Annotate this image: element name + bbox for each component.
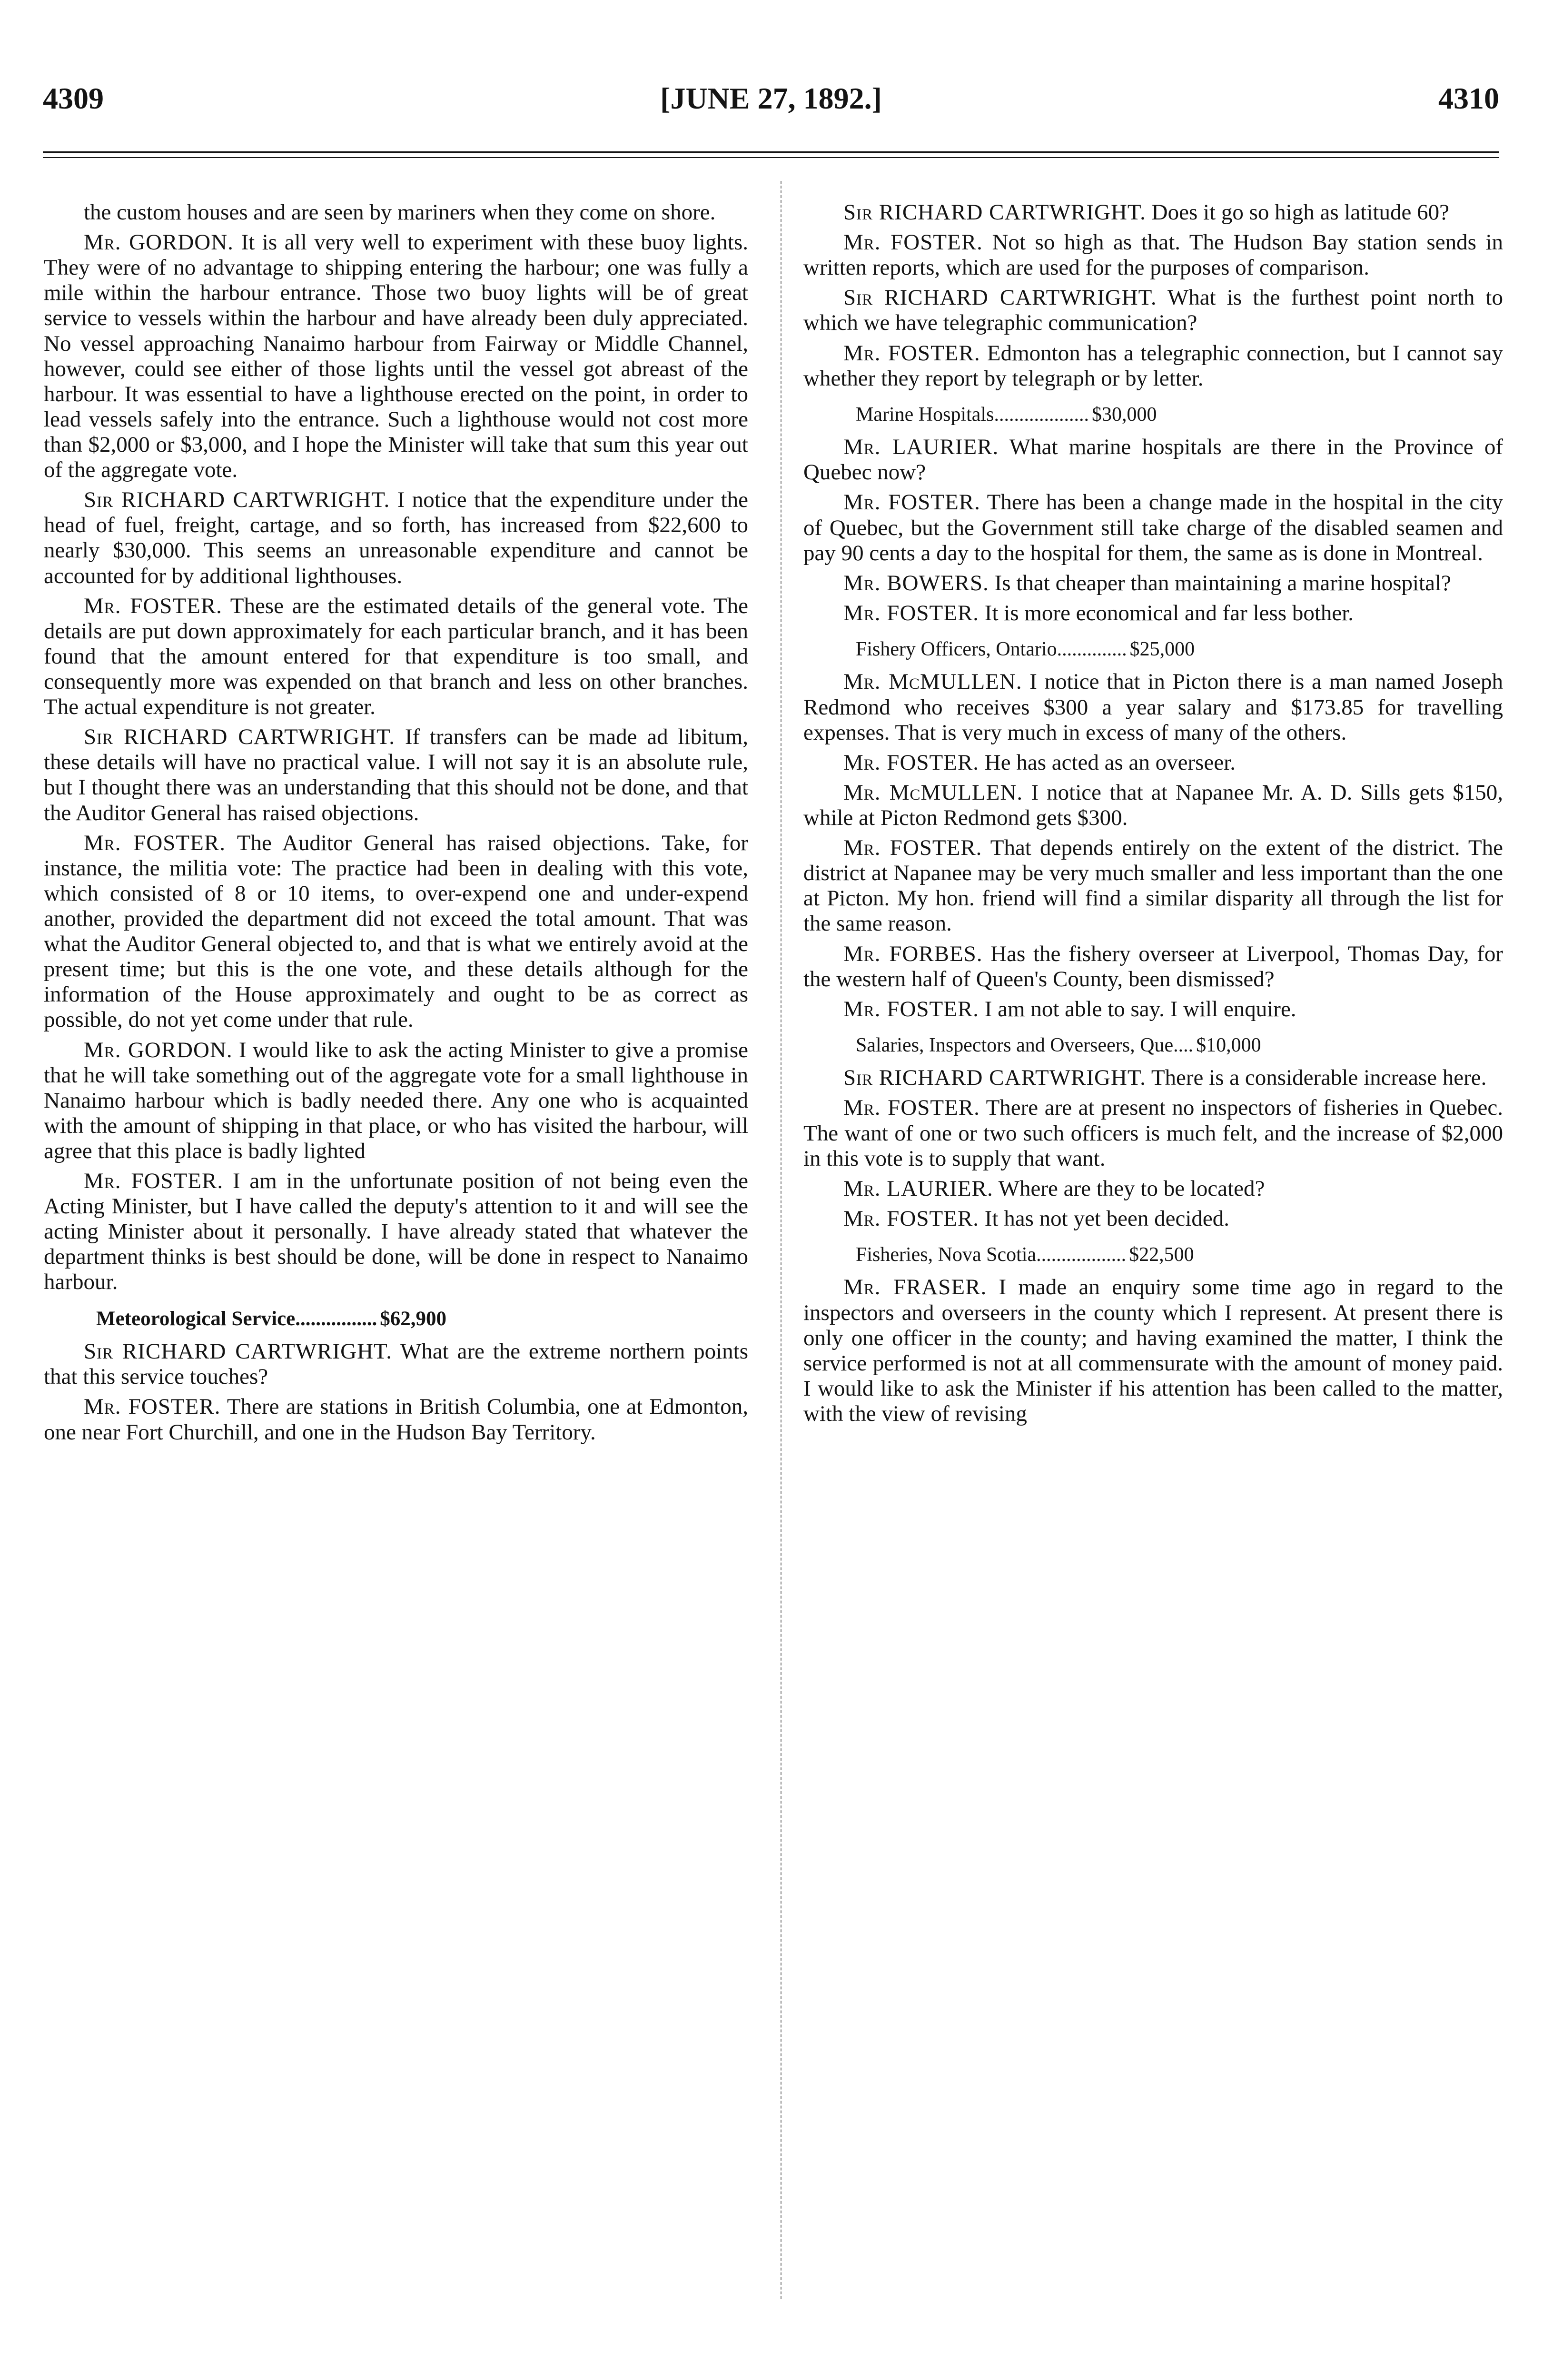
paragraph-text: It has not yet been decided.: [984, 1206, 1229, 1231]
paragraph-text: He has acted as an overseer.: [984, 750, 1236, 775]
speaker-name: Mr. McMULLEN.: [843, 780, 1023, 805]
speaker-name: Mr. FOSTER.: [843, 490, 980, 515]
speaker-name: Mr. FOSTER.: [84, 830, 226, 855]
speaker-name: Sir RICHARD CARTWRIGHT.: [84, 1339, 392, 1364]
paragraph-text: I would like to ask the acting Minister to give a promise that he will take something out of the aggregate vote for a small lighthouse in Nanaimo harbour which is badly needed there. Any one who is acquainted with the amount of shipping in that place, or who has visited the harbour, will agree that this place is badly lighted: [44, 1037, 749, 1163]
estimate-item-label: Marine Hospitals...................: [856, 403, 1089, 426]
paragraph: [803, 1095, 1503, 1171]
header-rule-thick: [43, 151, 1499, 153]
paragraph-text: Has the fishery overseer at Liverpool, Thomas Day, for the western half of Queen's County, been dismissed?: [803, 941, 1503, 992]
estimate-item-label: Fisheries, Nova Scotia..................: [856, 1243, 1127, 1266]
speaker-name: Sir RICHARD CARTWRIGHT.: [843, 200, 1146, 225]
paragraph: [803, 1275, 1503, 1427]
speaker-name: Mr. FOSTER.: [843, 600, 979, 625]
speaker-name: Mr. FOSTER.: [843, 835, 982, 861]
speaker-name: Mr. LAURIER.: [843, 1176, 993, 1201]
speaker-name: Sir RICHARD CARTWRIGHT.: [84, 724, 396, 750]
page-number-left: 4309: [43, 81, 104, 115]
speaker-name: Mr. FORBES.: [843, 941, 983, 966]
paragraph-text: I made an enquiry some time ago in regard to the inspectors and overseers in the county which I represent. At present there is only one officer in the county; and having examined the matter, I think the service performed is not at all commensurate with the amount of money paid. I would like to ask the Minister if his attention has been called to the matter, with the view of revising: [803, 1275, 1504, 1426]
paragraph: [44, 1038, 748, 1164]
paragraph-text: Does it go so high as latitude 60?: [1151, 200, 1449, 225]
paragraph: [803, 750, 1503, 775]
paragraph-text: There has been a change made in the hospital in the city of Quebec, but the Government still take charge of the disabled seamen and pay 90 cents a day to the hospital for them, the same as is done in Montreal.: [803, 490, 1503, 565]
paragraph-text: There are at present no inspectors of fisheries in Quebec. The want of one or two such officers is much felt, and the increase of $2,000 in this vote is to supply that want.: [803, 1095, 1503, 1171]
paragraph: [44, 724, 748, 825]
paragraph: [803, 1206, 1503, 1231]
paragraph: [803, 200, 1503, 225]
estimate-item: [803, 638, 1503, 661]
paragraph: [44, 1394, 748, 1445]
paragraph-text: I am in the unfortunate position of not being even the Acting Minister, but I have called the deputy's attention to it and will see the acting Minister about it personally. I have already stated that whatever the department thinks is best should be done, will be done in respect to Nanaimo harbour.: [44, 1169, 749, 1295]
speaker-name: Mr. FOSTER.: [843, 1095, 980, 1121]
estimate-item-amount: $30,000: [1091, 403, 1157, 426]
paragraph-text: There is a considerable increase here.: [1151, 1065, 1487, 1091]
estimate-item: [803, 404, 1503, 426]
paragraph-text: It is more economical and far less bother.: [984, 600, 1354, 625]
estimate-item: [44, 1308, 748, 1331]
paragraph: [803, 435, 1503, 485]
paragraph: [803, 835, 1503, 936]
paragraph-text: I notice that the expenditure under the head of fuel, freight, cartage, and so forth, has increased from $22,600 to nearly $30,000. This seems an unreasonable expenditure and cannot be accounted for by additional lighthouses.: [44, 487, 748, 588]
paragraph: [803, 490, 1503, 565]
paragraph-text: the custom houses and are seen by mariners when they come on shore.: [84, 200, 716, 225]
left-column: [44, 200, 748, 1450]
estimate-item-amount: $62,900: [380, 1307, 447, 1330]
paragraph-text: What is the furthest point north to which we have telegraphic communication?: [803, 285, 1503, 336]
page-header: [43, 81, 1499, 133]
speaker-name: Mr. GORDON.: [84, 1037, 233, 1062]
paragraph-text: It is all very well to experiment with these buoy lights. They were of no advantage to shipping entering the harbour; one was fully a mile within the harbour entrance. Those two buoy lights will be of great service to vessels within the harbour and have already been duly appreciated. No vessel approaching Nanaimo harbour from Fairway or Middle Channel, however, could see either of those lights until the vessel got abreast of the harbour. It was essential to have a lighthouse erected on the point, in order to lead vessels safely into the entrance. Such a lighthouse would not cost more than $2,000 or $3,000, and I hope the Minister will take that sum this year out of the aggregate vote.: [44, 230, 749, 483]
paragraph: [44, 1339, 748, 1389]
paragraph: [803, 571, 1503, 596]
page-number-right: 4310: [1438, 81, 1499, 115]
paragraph-text: What are the extreme northern points that this service touches?: [44, 1339, 748, 1389]
speaker-name: Mr. FOSTER.: [84, 593, 222, 618]
paragraph: [44, 487, 748, 588]
speaker-name: Sir RICHARD CARTWRIGHT.: [84, 487, 390, 513]
paragraph-text: If transfers can be made ad libitum, these details will have no practical value. I will not say it is an absolute rule, but I thought there was an understanding that this should not be done, and that the Auditor General has raised objections.: [44, 724, 749, 825]
estimate-item-label: Meteorological Service................: [96, 1307, 377, 1330]
paragraph: [803, 942, 1503, 992]
paragraph: [803, 669, 1503, 745]
paragraph-text: That depends entirely on the extent of the district. The district at Napanee may be very much smaller and less important than the one at Picton. My hon. friend will find a similar disparity all through the list for the same reason.: [803, 835, 1503, 936]
paragraph: [803, 1176, 1503, 1201]
speaker-name: Mr. FRASER.: [843, 1275, 987, 1300]
header-rule-thin: [43, 157, 1499, 158]
estimate-item-amount: $22,500: [1129, 1243, 1194, 1266]
speaker-name: Mr. FOSTER.: [84, 1169, 224, 1194]
speaker-name: Mr. BOWERS.: [843, 570, 989, 595]
speaker-name: Mr. FOSTER.: [84, 1394, 221, 1419]
speaker-name: Mr. GORDON.: [84, 230, 234, 255]
header-date: [JUNE 27, 1892.]: [660, 81, 882, 115]
speaker-name: Mr. FOSTER.: [843, 1206, 979, 1231]
speaker-name: Mr. McMULLEN.: [843, 669, 1022, 694]
paragraph: [44, 594, 748, 720]
paragraph: [803, 601, 1503, 626]
estimate-item-amount: $25,000: [1129, 638, 1195, 660]
speaker-name: Mr. FOSTER.: [843, 750, 979, 775]
paragraph-text: I notice that at Napanee Mr. A. D. Sills gets $150, while at Picton Redmond gets $300.: [803, 780, 1504, 830]
paragraph: [803, 230, 1503, 280]
paragraph-text: I am not able to say. I will enquire.: [984, 996, 1296, 1021]
speaker-name: Mr. LAURIER.: [843, 435, 999, 460]
paragraph-text: What marine hospitals are there in the Province of Quebec now?: [803, 435, 1504, 485]
paragraph: [803, 780, 1503, 831]
paragraph-text: There are stations in British Columbia, one at Edmonton, one near Fort Churchill, and one in the Hudson Bay Territory.: [44, 1394, 748, 1445]
paragraph: [803, 285, 1503, 336]
estimate-item-label: Fishery Officers, Ontario..............: [856, 638, 1127, 660]
paragraph-text: The Auditor General has raised objections. Take, for instance, the militia vote: The practice had been in dealing with this vote, which consisted of 8 or 10 items, to over-expend one and under-expend another, provided the department did not exceed the total amount. That was what the Auditor General objected to, and that is what we entirely avoid at the present time; but this is the one vote, and these details although for the information of the House approximately and ought to be as correct as possible, do not yet come under that rule.: [44, 830, 748, 1032]
estimate-item-amount: $10,000: [1196, 1034, 1261, 1056]
paragraph: [803, 997, 1503, 1022]
speaker-name: Sir RICHARD CARTWRIGHT.: [843, 285, 1157, 310]
speaker-name: Mr. FOSTER.: [843, 996, 979, 1021]
paragraph: [44, 200, 748, 225]
estimate-item: [803, 1034, 1503, 1057]
paragraph-text: These are the estimated details of the general vote. The details are put down approximately for each particular branch, and it has been found that the amount entered for that expenditure is too small, and consequently more was expended on that branch and less on other branches. The actual expenditure is not greater.: [44, 593, 749, 720]
right-column: [803, 200, 1503, 1431]
paragraph-text: Is that cheaper than maintaining a marine hospital?: [994, 570, 1451, 595]
estimate-item-label: Salaries, Inspectors and Overseers, Que....: [856, 1034, 1194, 1056]
paragraph: [44, 831, 748, 1033]
paragraph: [44, 1169, 748, 1295]
paragraph-text: Edmonton has a telegraphic connection, but I cannot say whether they report by telegraph or by letter.: [803, 340, 1504, 391]
paragraph: [44, 230, 748, 483]
paragraph-text: Not so high as that. The Hudson Bay station sends in written reports, which are used for the purposes of comparison.: [803, 230, 1504, 280]
estimate-item: [803, 1244, 1503, 1266]
speaker-name: Mr. FOSTER.: [843, 340, 980, 366]
paragraph: [803, 341, 1503, 391]
speaker-name: Sir RICHARD CARTWRIGHT.: [843, 1065, 1146, 1091]
speaker-name: Mr. FOSTER.: [843, 230, 983, 255]
paragraph: [803, 1065, 1503, 1091]
paragraph-text: Where are they to be located?: [998, 1176, 1265, 1201]
paragraph-text: I notice that in Picton there is a man named Joseph Redmond who receives $300 a year salary and $173.85 for travelling expenses. That is very much in excess of many of the others.: [803, 669, 1504, 745]
